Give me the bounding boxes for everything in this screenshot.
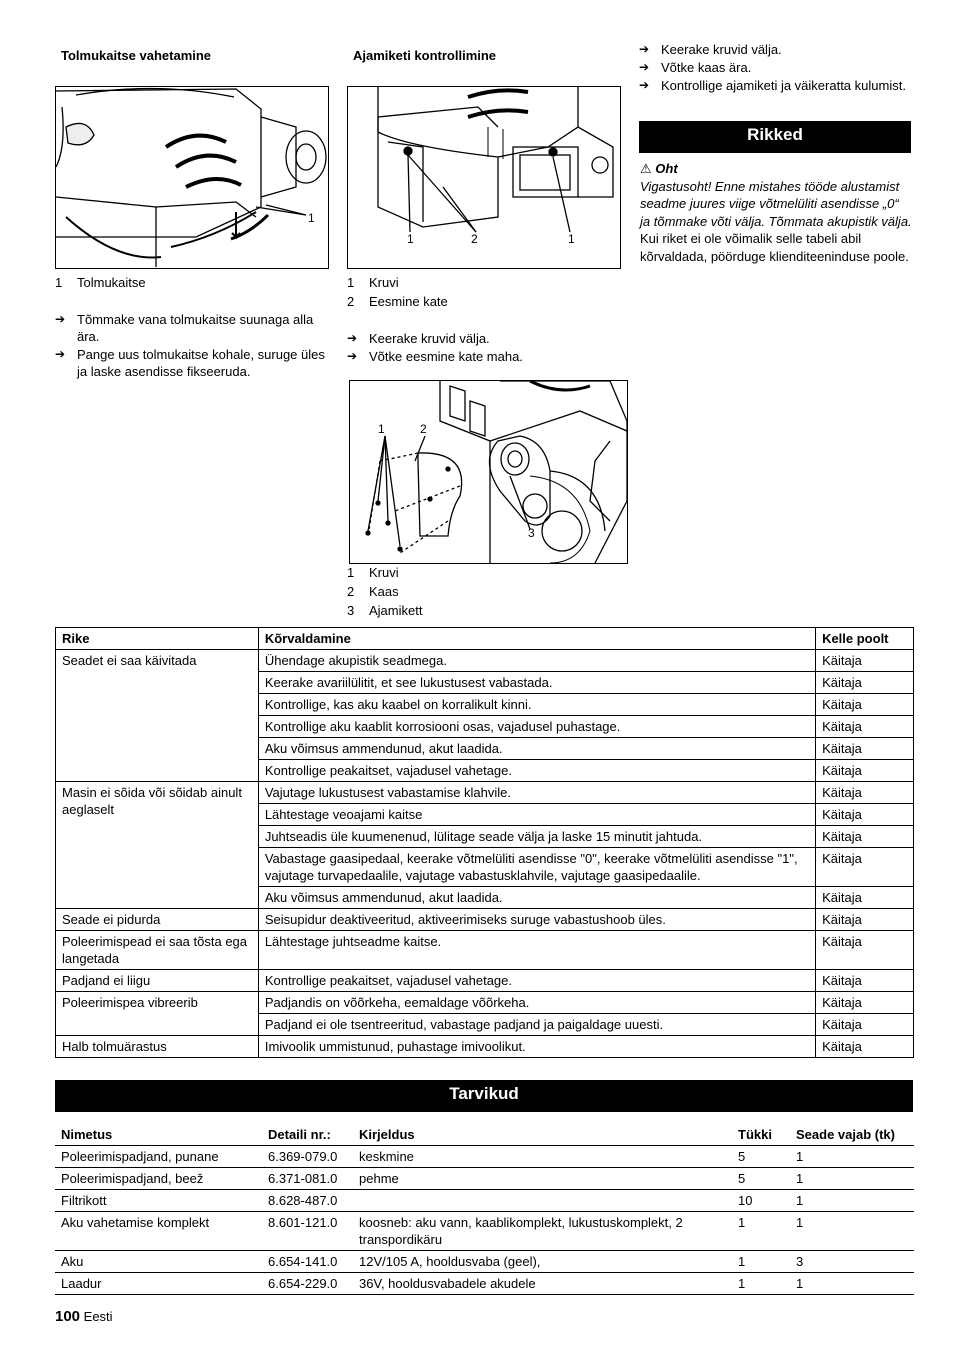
- table-row: [56, 970, 914, 992]
- fault-cell: Seadet ei saa käivitada: [56, 650, 259, 782]
- front-cover-legend: [347, 273, 448, 311]
- responsible-cell: Käitaja: [816, 1036, 914, 1058]
- responsible-cell: Käitaja: [816, 804, 914, 826]
- table-row: [56, 650, 914, 672]
- part-no-cell: 6.371-081.0: [262, 1168, 353, 1190]
- remedy-cell: Kontrollige aku kaablit korrosiooni osas, vajadusel puhastage.: [258, 716, 815, 738]
- legend-item: 3 Ajamikett: [347, 603, 423, 618]
- required-cell: 1: [790, 1273, 914, 1295]
- required-cell: 1: [790, 1212, 914, 1251]
- responsible-cell: Käitaja: [816, 848, 914, 887]
- name-cell: Aku: [55, 1251, 262, 1273]
- front-cover-figure: [347, 86, 621, 269]
- fault-cell: Poleerimispead ei saa tõsta ega langetada: [56, 931, 259, 970]
- dust-guard-steps: [55, 311, 330, 381]
- name-cell: Laadur: [55, 1273, 262, 1295]
- table-row: [55, 1273, 914, 1295]
- dust-guard-callout: 1: [308, 211, 315, 225]
- step-item: ➔ Tõmmake vana tolmukaitse suunaga alla ära.: [55, 312, 314, 344]
- fault-cell: Halb tolmuärastus: [56, 1036, 259, 1058]
- description-cell: keskmine: [353, 1146, 732, 1168]
- name-cell: Filtrikott: [55, 1190, 262, 1212]
- warning-text: Vigastusoht! Enne mistahes tööde alustamist seadme juures viige võtmelüliti asendisse „0“ ja tõmmake võti välja. Tõmmata akupistik välja.: [640, 178, 912, 229]
- header-by-whom: Kelle poolt: [816, 628, 914, 650]
- table-row: [55, 1146, 914, 1168]
- header-name: Nimetus: [55, 1124, 262, 1146]
- remedy-cell: Kontrollige peakaitset, vajadusel vahetage.: [258, 760, 815, 782]
- remedy-cell: Padjandis on võõrkeha, eemaldage võõrkeha.: [258, 992, 815, 1014]
- step-item: ➔ Kontrollige ajamiketi ja väikeratta kulumist.: [639, 78, 906, 93]
- required-cell: 3: [790, 1251, 914, 1273]
- remedy-cell: Kontrollige, kas aku kaabel on korralikult kinni.: [258, 694, 815, 716]
- quantity-cell: 5: [732, 1146, 790, 1168]
- quantity-cell: 5: [732, 1168, 790, 1190]
- warning-title: ⚠ Oht: [640, 161, 678, 176]
- step-item: ➔ Pange uus tolmukaitse kohale, suruge üles ja laske asendisse fikseeruda.: [55, 347, 325, 379]
- description-cell: 36V, hooldusvabadele akudele: [353, 1273, 732, 1295]
- remedy-cell: Kontrollige peakaitset, vajadusel vahetage.: [258, 970, 815, 992]
- required-cell: 1: [790, 1168, 914, 1190]
- page-number: 100: [55, 1308, 81, 1325]
- dust-guard-heading: Tolmukaitse vahetamine: [61, 48, 212, 63]
- arrow-right-icon: ➔: [639, 60, 650, 74]
- table-row: [56, 992, 914, 1014]
- accessories-title: Tarvikud: [55, 1080, 913, 1112]
- step-item: ➔ Keerake kruvid välja.: [639, 42, 782, 57]
- fault-cell: Seade ei pidurda: [56, 909, 259, 931]
- table-row: [56, 782, 914, 804]
- chain-check-steps: [639, 41, 909, 95]
- responsible-cell: Käitaja: [816, 760, 914, 782]
- responsible-cell: Käitaja: [816, 992, 914, 1014]
- part-no-cell: 8.601-121.0: [262, 1212, 353, 1251]
- remedy-cell: Lähtestage juhtseadme kaitse.: [258, 931, 815, 970]
- remedy-cell: Vajutage lukustusest vabastamise klahvile.: [258, 782, 815, 804]
- table-row: [56, 909, 914, 931]
- name-cell: Poleerimispadjand, punane: [55, 1146, 262, 1168]
- description-cell: pehme: [353, 1168, 732, 1190]
- legend-item: 2 Eesmine kate: [347, 294, 448, 309]
- table-header-row: [55, 1124, 914, 1146]
- name-cell: Poleerimispadjand, beež: [55, 1168, 262, 1190]
- support-note: Kui riket ei ole võimalik selle tabeli abil kõrvaldada, pöörduge klienditeeninduse poole.: [640, 231, 909, 264]
- fault-cell: Masin ei sõida või sõidab ainult aeglaselt: [56, 782, 259, 909]
- arrow-right-icon: ➔: [639, 78, 650, 92]
- legend-item: 1 Tolmukaitse: [55, 275, 146, 290]
- responsible-cell: Käitaja: [816, 716, 914, 738]
- responsible-cell: Käitaja: [816, 650, 914, 672]
- table-row: [55, 1251, 914, 1273]
- header-required: Seade vajab (tk): [790, 1124, 914, 1146]
- front-cover-callout-2: 2: [471, 232, 478, 246]
- quantity-cell: 1: [732, 1212, 790, 1251]
- dust-guard-illustration: [56, 87, 328, 268]
- required-cell: 1: [790, 1190, 914, 1212]
- fault-cell: Padjand ei liigu: [56, 970, 259, 992]
- name-cell: Aku vahetamise komplekt: [55, 1212, 262, 1251]
- step-item: ➔ Keerake kruvid välja.: [347, 331, 490, 346]
- remedy-cell: Padjand ei ole tsentreeritud, vabastage padjand ja paigaldage uuesti.: [258, 1014, 815, 1036]
- table-row: [55, 1212, 914, 1251]
- table-row: [56, 1036, 914, 1058]
- remedy-cell: Vabastage gaasipedaal, keerake võtmelüliti asendisse "0", keerake võtmelüliti asendisse "1", vajutage turvapedaalile, vajutage vabastusklahvile, vajutage gaasipedaalile.: [258, 848, 815, 887]
- required-cell: 1: [790, 1146, 914, 1168]
- part-no-cell: 6.369-079.0: [262, 1146, 353, 1168]
- arrow-right-icon: ➔: [347, 349, 358, 363]
- legend-item: 2 Kaas: [347, 584, 399, 599]
- remedy-cell: Imivoolik ummistunud, puhastage imivoolikut.: [258, 1036, 815, 1058]
- front-cover-steps: [347, 330, 627, 366]
- front-cover-callout-1: 1: [407, 232, 414, 246]
- table-row: [55, 1168, 914, 1190]
- responsible-cell: Käitaja: [816, 887, 914, 909]
- quantity-cell: 1: [732, 1273, 790, 1295]
- responsible-cell: Käitaja: [816, 672, 914, 694]
- header-remedy: Kõrvaldamine: [258, 628, 815, 650]
- dust-guard-legend: [55, 273, 146, 292]
- faults-table: [55, 627, 914, 1058]
- step-item: ➔ Võtke kaas ära.: [639, 60, 752, 75]
- description-cell: 12V/105 A, hooldusvaba (geel),: [353, 1251, 732, 1273]
- table-row: [55, 1190, 914, 1212]
- remedy-cell: Lähtestage veoajami kaitse: [258, 804, 815, 826]
- responsible-cell: Käitaja: [816, 931, 914, 970]
- chain-cover-illustration: [350, 381, 627, 563]
- warning-triangle-icon: ⚠: [640, 161, 652, 176]
- header-part-no: Detaili nr.:: [262, 1124, 353, 1146]
- footer-language: Eesti: [83, 1309, 113, 1324]
- arrow-right-icon: ➔: [639, 42, 650, 56]
- responsible-cell: Käitaja: [816, 909, 914, 931]
- arrow-right-icon: ➔: [55, 312, 66, 326]
- quantity-cell: 10: [732, 1190, 790, 1212]
- responsible-cell: Käitaja: [816, 1014, 914, 1036]
- part-no-cell: 6.654-141.0: [262, 1251, 353, 1273]
- chain-cover-figure: [349, 380, 628, 564]
- remedy-cell: Keerake avariilülitit, et see lukustusest vabastada.: [258, 672, 815, 694]
- table-header-row: [56, 628, 914, 650]
- header-description: Kirjeldus: [353, 1124, 732, 1146]
- accessories-table: [55, 1124, 914, 1295]
- chain-cover-legend: [347, 563, 422, 620]
- dust-guard-figure: [55, 86, 329, 269]
- responsible-cell: Käitaja: [816, 694, 914, 716]
- legend-item: 1 Kruvi: [347, 565, 399, 580]
- fault-cell: Poleerimispea vibreerib: [56, 992, 259, 1036]
- legend-item: 1 Kruvi: [347, 275, 399, 290]
- front-cover-callout-3: 1: [568, 232, 575, 246]
- header-fault: Rike: [56, 628, 259, 650]
- step-item: ➔ Võtke eesmine kate maha.: [347, 349, 523, 364]
- responsible-cell: Käitaja: [816, 738, 914, 760]
- remedy-cell: Juhtseadis üle kuumenenud, lülitage seade välja ja laske 15 minutit jahtuda.: [258, 826, 815, 848]
- remedy-cell: Aku võimsus ammendunud, akut laadida.: [258, 738, 815, 760]
- chain-cover-callout-3: 3: [528, 526, 535, 540]
- responsible-cell: Käitaja: [816, 970, 914, 992]
- page-footer: [55, 1308, 113, 1325]
- responsible-cell: Käitaja: [816, 826, 914, 848]
- arrow-right-icon: ➔: [347, 331, 358, 345]
- chain-cover-callout-1: 1: [378, 422, 385, 436]
- arrow-right-icon: ➔: [55, 347, 66, 361]
- drive-chain-heading: Ajamiketi kontrollimine: [353, 48, 497, 63]
- table-row: [56, 931, 914, 970]
- description-cell: [353, 1190, 732, 1212]
- part-no-cell: 8.628-487.0: [262, 1190, 353, 1212]
- part-no-cell: 6.654-229.0: [262, 1273, 353, 1295]
- description-cell: koosneb: aku vann, kaablikomplekt, lukustuskomplekt, 2 transpordikäru: [353, 1212, 732, 1251]
- remedy-cell: Ühendage akupistik seadmega.: [258, 650, 815, 672]
- faults-section-title: Rikked: [639, 121, 911, 153]
- front-cover-illustration: [348, 87, 620, 268]
- quantity-cell: 1: [732, 1251, 790, 1273]
- header-quantity: Tükki: [732, 1124, 790, 1146]
- responsible-cell: Käitaja: [816, 782, 914, 804]
- chain-cover-callout-2: 2: [420, 422, 427, 436]
- remedy-cell: Seisupidur deaktiveeritud, aktiveerimiseks suruge vabastushoob üles.: [258, 909, 815, 931]
- remedy-cell: Aku võimsus ammendunud, akut laadida.: [258, 887, 815, 909]
- danger-warning: [640, 160, 912, 265]
